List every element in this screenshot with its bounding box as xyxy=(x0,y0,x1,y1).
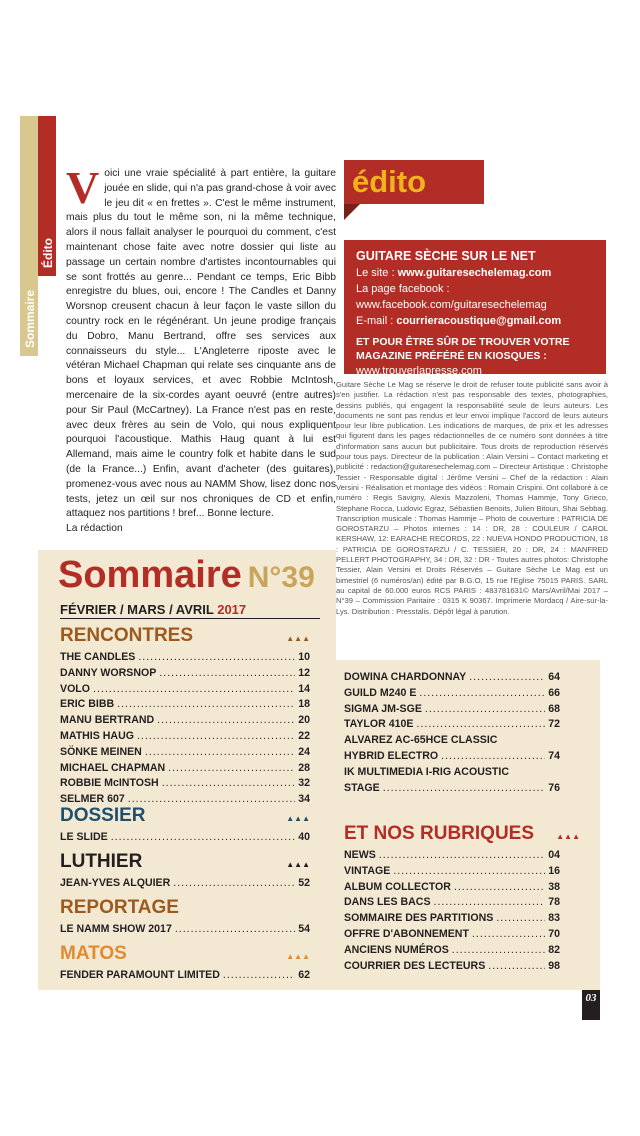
entry-page: 04 xyxy=(548,849,560,861)
toc-entry[interactable] xyxy=(60,745,310,761)
toc-entry[interactable] xyxy=(344,911,560,927)
entry-leader xyxy=(434,895,546,911)
sommaire-divider xyxy=(60,618,320,619)
entry-leader xyxy=(488,959,545,975)
matos-list-right xyxy=(344,670,560,796)
section-reportage xyxy=(60,896,310,938)
edito-text xyxy=(66,162,336,537)
entry-title: SELMER 607 xyxy=(60,793,125,806)
section-header xyxy=(60,896,310,922)
email-line xyxy=(356,313,594,329)
section-title: LUTHIER xyxy=(60,851,143,872)
entry-page: 78 xyxy=(548,896,560,909)
entry-leader xyxy=(452,943,545,959)
web-info-title: GUITARE SÈCHE SUR LE NET xyxy=(356,249,536,263)
entry-leader xyxy=(137,729,295,745)
entry-title: DANNY WORSNOP xyxy=(60,666,157,679)
entry-leader xyxy=(416,717,545,733)
edito-dropcap: V xyxy=(66,162,100,213)
section-title: DOSSIER xyxy=(60,805,146,826)
entry-leader xyxy=(419,686,545,702)
entry-title: GUILD M240 E xyxy=(344,686,417,699)
entry-title: ALBUM COLLECTOR xyxy=(344,880,451,893)
toc-entry[interactable] xyxy=(60,650,310,666)
entry-title: SOMMAIRE DES PARTITIONS xyxy=(344,912,494,925)
entry-title: ROBBIE McINTOSH xyxy=(60,777,159,790)
entry-page: 54 xyxy=(298,923,310,935)
toc-entry[interactable] xyxy=(60,776,310,792)
reportage-list xyxy=(60,922,310,938)
entry-page: 38 xyxy=(548,880,560,893)
entry-title: THE CANDLES xyxy=(60,651,136,663)
entry-page: 68 xyxy=(548,702,560,715)
entry-leader xyxy=(173,876,295,892)
luthier-list xyxy=(60,876,310,892)
entry-leader xyxy=(496,911,545,927)
section-header xyxy=(60,624,310,650)
tab-sommaire[interactable] xyxy=(20,116,38,356)
tab-edito-label: Édito xyxy=(41,238,55,268)
entry-title: MATHIS HAUG xyxy=(60,729,134,742)
sommaire-panel xyxy=(38,550,600,990)
entry-page: 12 xyxy=(298,666,310,679)
section-rencontres xyxy=(60,624,310,808)
facebook-link[interactable]: www.facebook.com/guitaresechelemag xyxy=(356,299,547,311)
tab-edito[interactable] xyxy=(38,116,56,276)
triangles-icon: ▲▲▲ xyxy=(286,952,310,961)
toc-entry[interactable] xyxy=(344,943,560,959)
entry-title: STAGE xyxy=(344,781,380,794)
entry-leader xyxy=(117,697,295,713)
entry-leader xyxy=(145,745,295,761)
dossier-list xyxy=(60,830,310,846)
entry-leader xyxy=(138,650,295,666)
toc-entry[interactable] xyxy=(344,927,560,943)
section-matos xyxy=(60,942,310,984)
entry-page: 76 xyxy=(548,781,560,794)
edito-signature: La rédaction xyxy=(66,523,123,535)
triangles-icon: ▲▲▲ xyxy=(286,860,310,869)
entry-leader xyxy=(157,713,295,729)
toc-entry[interactable] xyxy=(344,880,560,896)
triangles-icon: ▲▲▲ xyxy=(286,814,310,823)
entry-page: 98 xyxy=(548,959,560,972)
toc-entry[interactable] xyxy=(344,864,560,880)
site-label: Le site : xyxy=(356,267,398,279)
section-title: MATOS xyxy=(60,943,127,964)
toc-entry[interactable] xyxy=(344,848,560,864)
section-header xyxy=(60,850,310,876)
entry-leader xyxy=(441,749,545,765)
entry-page: 10 xyxy=(298,651,310,663)
section-luthier xyxy=(60,850,310,892)
toc-entry[interactable] xyxy=(60,729,310,745)
entry-leader xyxy=(168,761,295,777)
site-line xyxy=(356,265,594,281)
toc-entry[interactable] xyxy=(344,717,560,733)
toc-entry[interactable] xyxy=(60,666,310,682)
edito-title: édito xyxy=(344,160,484,204)
entry-page: 22 xyxy=(298,729,310,742)
entry-page: 14 xyxy=(298,682,310,695)
entry-leader xyxy=(159,666,295,682)
triangles-icon: ▲▲▲ xyxy=(556,832,580,841)
toc-entry[interactable] xyxy=(344,686,560,702)
entry-title: HYBRID ELECTRO xyxy=(344,749,439,762)
page-number: 03 xyxy=(582,990,600,1020)
entry-title: VOLO xyxy=(60,682,91,695)
entry-page: 66 xyxy=(548,686,560,699)
kiosque-cta: ET POUR ÊTRE SÛR DE TROUVER VOTRE MAGAZINE PRÉFÉRÉ EN KIOSQUES : xyxy=(356,336,570,362)
entry-page: 34 xyxy=(298,793,310,806)
toc-entry[interactable] xyxy=(60,697,310,713)
toc-entry[interactable] xyxy=(60,682,310,698)
toc-entry[interactable] xyxy=(344,702,560,718)
entry-page: 20 xyxy=(298,714,310,727)
entry-leader xyxy=(425,702,545,718)
site-link[interactable]: www.guitaresechelemag.com xyxy=(397,267,552,279)
toc-entry[interactable] xyxy=(344,959,560,975)
sommaire-title xyxy=(58,554,315,597)
toc-entry[interactable] xyxy=(344,733,560,749)
entry-page: 70 xyxy=(548,927,560,940)
facebook-label: La page facebook : xyxy=(356,283,450,295)
triangles-icon: ▲▲▲ xyxy=(286,634,310,643)
matos-list-left xyxy=(60,968,310,984)
entry-title: MICHAEL CHAPMAN xyxy=(60,761,166,774)
rencontres-list xyxy=(60,650,310,808)
entry-page: 16 xyxy=(548,864,560,877)
entry-title: COURRIER DES LECTEURS xyxy=(344,959,486,972)
toc-entry[interactable] xyxy=(60,922,310,938)
entry-leader xyxy=(379,848,545,864)
entry-title: LE SLIDE xyxy=(60,831,108,843)
entry-title: VINTAGE xyxy=(344,864,391,877)
entry-title: FENDER PARAMOUNT LIMITED xyxy=(60,969,220,981)
toc-entry[interactable] xyxy=(344,670,560,686)
edito-title-notch xyxy=(344,204,360,220)
issue-number: N°39 xyxy=(247,561,315,594)
entry-leader xyxy=(393,864,545,880)
toc-entry[interactable] xyxy=(60,876,310,892)
entry-leader xyxy=(111,830,296,846)
entry-leader xyxy=(469,670,545,686)
matos-list-continued xyxy=(344,670,560,733)
entry-leader xyxy=(454,880,545,896)
entry-page: 72 xyxy=(548,718,560,731)
entry-title: ANCIENS NUMÉROS xyxy=(344,943,449,956)
section-header xyxy=(344,822,580,848)
section-title: REPORTAGE xyxy=(60,897,179,918)
entry-leader xyxy=(175,922,295,938)
entry-page: 64 xyxy=(548,671,560,683)
web-info-box xyxy=(344,240,606,377)
section-header xyxy=(60,804,310,830)
entry-title: LE NAMM SHOW 2017 xyxy=(60,923,172,935)
tab-sommaire-label: Sommaire xyxy=(23,289,37,348)
entry-title: SIGMA JM-SGE xyxy=(344,702,422,715)
email-label: E-mail : xyxy=(356,315,397,327)
entry-page: 24 xyxy=(298,745,310,758)
section-rubriques xyxy=(344,822,580,974)
toc-entry[interactable] xyxy=(60,761,310,777)
entry-title: DOWINA CHARDONNAY xyxy=(344,671,467,683)
entry-title: DANS LES BACS xyxy=(344,896,431,909)
issue-date xyxy=(60,602,246,617)
entry-title: MANU BERTRAND xyxy=(60,714,155,727)
entry-title: TAYLOR 410E xyxy=(344,718,414,731)
section-dossier xyxy=(60,804,310,846)
entry-page: 18 xyxy=(298,698,310,711)
toc-entry[interactable] xyxy=(60,830,310,846)
entry-leader xyxy=(93,682,295,698)
toc-entry[interactable] xyxy=(60,968,310,984)
entry-page: 52 xyxy=(298,877,310,889)
section-header xyxy=(60,942,310,968)
entry-title: ERIC BIBB xyxy=(60,698,115,711)
entry-leader xyxy=(383,781,545,797)
entry-title: IK MULTIMEDIA I-RIG ACOUSTIC xyxy=(344,765,509,778)
entry-leader xyxy=(162,776,296,792)
entry-title: JEAN-YVES ALQUIER xyxy=(60,877,171,889)
edito-body: oici une vraie spécialité à part entière, la guitare jouée en slide, qui n'a pas grand-chose à voir avec le jeu dit « en frettes ». C'est le même instrument, mais plus du tout le même son, ni la même technique, alors il nous fallait analyser le pourquoi du comment, c'est maintenant chose faite avec notre dossier qui liste au passage un certain nombre d'artistes incontournables qui se sont frottés au genre... Pendant ce temps, Eric Bibb enregistre du blues, oui, encore ! The Candles et Danny Worsnop creusent chacun à leur façon le vaste sillon du country rock en le régénérant. Un jeune prodige français du Dobro, Manu Bertrand, offre ses services aux connaisseurs du style... L'Angleterre riposte avec le vétéran Michael Chapman qui relate ses cinquante ans de bons et loyaux services, et avec Robbie McIntosh, mercenaire de la six-cordes ayant oeuvré (entre autres) pour Sir Paul (McCartney). La France n'est pas en reste, avec deux frères au sein de Volo, qui nous expliquent pourquoi l'acoustique. Mathis Haug quant à lui est Allemand, mais aime le country folk et habite dans le sud (de la France...) Enfin, avant d'acheter (des guitares), promenez-vous avec nous au NAMM Show, lisez donc nos tests, jetez un œil sur nos chroniques de CD et enfin, attaquez nos partitions ! bref... Bonne lecture. xyxy=(66,168,336,520)
section-title: ET NOS RUBRIQUES xyxy=(344,823,535,844)
legal-notice: Guitare Sèche Le Mag se réserve le droit de refuser toute publicité sans avoir à s'en justifier. La rédaction n'est pas responsable des textes, photographies, dessins publiés, qui engagent la responsabilité seule de leurs auteurs. Les documents ne sont pas rendus et leur envoi implique l'accord de leurs auteurs pour leur libre publication. Les indications de marques, de prix et les adresses qui figurent dans les pages rédactionnelles de ce numéro sont données à titre d'information sans aucun but publicitaire. Tous droits de reproduction réservés pour tous pays. Directeur de la publication : Alain Versini – Contact marketing et publicité : redaction@guitaresechelemag.com – Directeur Artistique : Christophe Tessier - Responsable digital : Jérôme Versini – Chef de la rédaction : Alain Versini - Réalisation et montage des vidéos : Romain Crispini. Ont collaboré à ce numéro : Regis Savigny, Alexis Mazzoleni, Thomas Hammje, Tony Grieco, Stephane Rocca, Ludovic Egraz, Sébastien Benoits, Julien Bitoun, Shai Sebbag. Transcription musicale : Thomas Hammje – Photo de couverture : PATRICIA DE GOROSTARZU – Photos internes : 14 : DR, 28 : COULEUR / CAROL KERSHAW, 12: EARACHE RECORDS, 22 : NUEVA HONDO PRODUCTION, 18 : PATRICIA DE GOROSTARZU / C. TESSIER, 20 : DR, 24 : MANFRED PELLERT PHOTOGRAPHY, 34 : DR, 32 : DR - Toutes autres photos: Christophe Tessier, Alain Versini et Droits Réservés – Guitare Sèche Le Mag est un bimestriel (6 numéros/an) édité par B.G.O, 15 rue l'Eglise 75015 PARIS. SARL au capital de 60.000 euros RCS PARIS : 483781631© Mars/Avril/Mai 2017 – N°39 – Commission Paritaire : 0315 K 90367. Imprimerie Mordacq / Aire-sur-la-Lys. Distribution : Presstalis. Dépôt légal à parution. xyxy=(336,380,608,616)
entry-page: 74 xyxy=(548,749,560,762)
entry-page: 82 xyxy=(548,943,560,956)
kiosque-link[interactable]: www.trouverlapresse.com xyxy=(356,365,482,377)
section-title: RENCONTRES xyxy=(60,625,194,646)
entry-page: 28 xyxy=(298,761,310,774)
issue-year: 2017 xyxy=(217,602,247,617)
toc-entry[interactable] xyxy=(344,895,560,911)
toc-entry[interactable] xyxy=(344,781,560,797)
entry-leader xyxy=(223,968,295,984)
entry-leader xyxy=(472,927,545,943)
issue-months: FÉVRIER / MARS / AVRIL xyxy=(60,602,218,617)
entry-title: ALVAREZ AC-65HCE CLASSIC xyxy=(344,734,498,747)
side-tabs xyxy=(20,116,56,356)
entry-page: 83 xyxy=(548,912,560,925)
entry-page: 40 xyxy=(298,831,310,843)
entry-title: NEWS xyxy=(344,849,376,861)
entry-title: SÖNKE MEINEN xyxy=(60,745,142,758)
entry-page: 32 xyxy=(298,777,310,790)
entry-title: OFFRE D'ABONNEMENT xyxy=(344,927,469,940)
toc-entry[interactable] xyxy=(60,713,310,729)
toc-entry[interactable] xyxy=(344,749,560,765)
sommaire-title-text: Sommaire xyxy=(58,554,242,596)
email-link[interactable]: courrieracoustique@gmail.com xyxy=(396,315,562,327)
rubriques-list xyxy=(344,848,560,974)
toc-entry[interactable] xyxy=(344,765,560,781)
entry-page: 62 xyxy=(298,969,310,981)
